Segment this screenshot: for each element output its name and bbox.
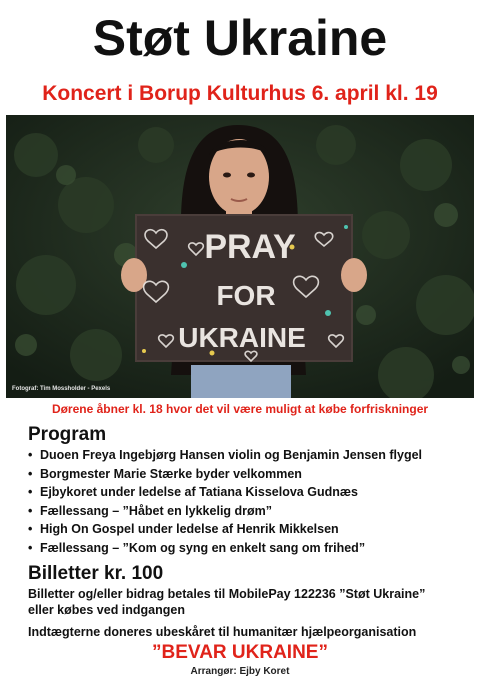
program-item-text: Ejbykoret under ledelse af Tatiana Kisselova Gudnæs [40,485,358,500]
program-item [28,502,468,521]
program-item-text: Duoen Freya Ingebjørg Hansen violin og Benjamin Jensen flygel [40,448,423,462]
program-item [28,520,468,539]
payment-info [28,586,468,618]
donation-info: Indtægterne doneres ubeskåret til humanitær hjælpeorganisation [28,625,417,639]
organizer: Arrangør: Ejby Koret [190,666,290,677]
poster-photo [6,115,474,398]
doors-info: Dørene åbner kl. 18 hvor det vil være muligt at købe forfriskninger [51,402,429,416]
program-item-text: High On Gospel under ledelse af Henrik Mikkelsen [40,522,339,537]
tickets-heading: Billetter kr. 100 [28,563,164,584]
bullet-icon: • [28,522,33,537]
program-heading: Program [28,424,107,445]
program-item-text: Borgmester Marie Stærke byder velkommen [40,466,302,481]
program-item [28,465,468,484]
bullet-icon: • [28,485,33,500]
sign-text-ukraine: UKRAINE [178,322,306,353]
right-hand [341,258,367,292]
bullet-icon: • [28,503,33,518]
program-list [28,446,468,558]
poster-title: Støt Ukraine [92,10,388,66]
payment-line-2: eller købes ved indgangen [28,603,185,617]
slogan: ”BEVAR UKRAINE” [152,642,328,663]
bullet-icon: • [28,448,33,462]
concert-subtitle: Koncert i Borup Kulturhus 6. april kl. 19 [42,82,438,105]
program-item [28,446,468,465]
jeans [191,365,291,398]
program-item [28,539,468,558]
bullet-icon: • [28,540,33,555]
program-item [28,483,468,502]
photo-credit: Fotograf: Tim Mossholder - Pexels [12,386,111,392]
bullet-icon: • [28,466,33,481]
program-item-text: Fællessang – ”Kom og syng en enkelt sang om frihed” [40,540,366,555]
photo-illustration [6,115,474,398]
sign-text-for: FOR [216,280,276,311]
sign-text-pray: PRAY [204,228,296,266]
program-item-text: Fællessang – ”Håbet en lykkelig drøm” [40,503,273,518]
payment-line-1: Billetter og/eller bidrag betales til MobilePay 122236 ”Støt Ukraine” [28,587,426,601]
